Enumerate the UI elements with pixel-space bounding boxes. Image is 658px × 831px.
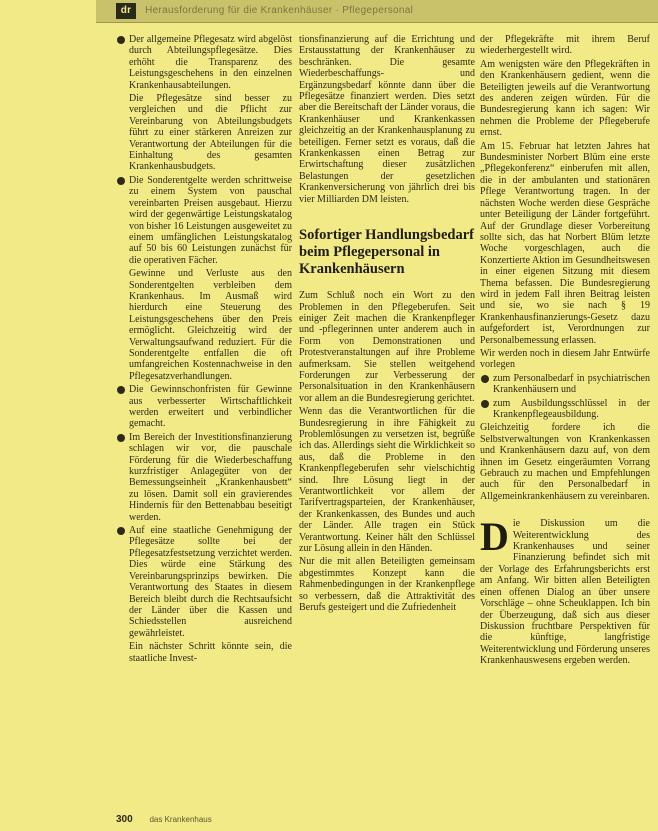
footer-source: das Krankenhaus bbox=[149, 815, 212, 824]
paragraph: tionsfinanzierung auf die Errichtung und Erstausstattung der Krankenhäuser zu beschränken. Die gesamte Wiederbeschaffungs- und Ergänzungsbedarf könnte dann über die Pflegesätze finanziert werden. Dies setzt aber die Bereitschaft der Länder voraus, die Krankenhäuser und Krankenkassen gleichzeitig an der Krankenhausplanung zu beteiligen. Ferner setzt es voraus, daß die Krankenkassen einen Betrag zur Erwirtschaftung dieser zusätzlichen Belastungen der gesetzlichen Krankenversicherung von jährlich drei bis vier Milliarden DM leisten. bbox=[299, 34, 475, 205]
paragraph: Zum Schluß noch ein Wort zu den Problemen in den Pflegeberufen. Seit einiger Zeit machen die Krankenpfleger und -pflegerinnen unter anderem auch in Form von Demonstrationen und Protestveranstaltungen auf ihre Probleme aufmerksam. Sie stellen weitgehend Forderungen zur Verbesserung der Personalsituation in den Krankenhäusern vor allem an die Bundesregierung gerichtet. bbox=[299, 290, 475, 404]
bullet-paragraph: Die Sonderentgelte werden schrittweise zu einem System von pauschal vereinbarten Preisen ausgebaut. Hierzu wird der gegenwärtige Leistungskatalog von bisher 16 Leistungen ausgeweitet zu einem umfänglichen Leistungskatalog auf 50 bis 60 Leistungen zunächst für die operativen Fächer. bbox=[116, 175, 292, 266]
header-text: Herausforderung für die Krankenhäuser · Pflegepersonal bbox=[145, 5, 414, 16]
bullet-paragraph: Die Gewinnschonfristen für Gewinne aus verbesserter Wirtschaftlichkeit werden erweitert und verbindlicher gemacht. bbox=[116, 384, 292, 430]
bullet-paragraph: Der allgemeine Pflegesatz wird abgelöst durch Abteilungspflegesätze. Dies erhöht die Transparenz des Leistungsgeschehens in den einzelnen Krankenhausabteilungen. bbox=[116, 34, 292, 91]
drop-cap: D bbox=[480, 514, 509, 560]
column-3 bbox=[480, 34, 650, 804]
page-number: 300 bbox=[116, 814, 133, 825]
page-footer bbox=[116, 814, 212, 825]
paragraph: Die Pflegesätze sind besser zu vergleichen und die Pflicht zur Vereinbarung von Abteilungsbudgets führt zu einer stärkeren Anreizen zur Verantwortung der Abteilungen für die Einhaltung des gesamten Krankenhausbudgets. bbox=[129, 93, 292, 173]
bullet-paragraph: Im Bereich der Investitionsfinanzierung schlagen wir vor, die pauschale Förderung für die Wiederbeschaffung kurzfristiger Anlagegüter von der Bemessungseinheit „Krankenhausbett“ zu lösen. Damit soll ein gravierendes Hindernis für den Bettenabbau beseitigt werden. bbox=[116, 432, 292, 523]
column-2 bbox=[299, 34, 475, 804]
column-1 bbox=[116, 34, 292, 804]
publication-logo: dr bbox=[116, 3, 136, 19]
paragraph: Gewinne und Verluste aus den Sonderentgelten verbleiben dem Krankenhaus. Im Ausmaß wird hierdurch eine Steuerung des Leistungsgeschehens über den Preis ermöglicht. Gleichzeitig wird der Verwaltungsaufwand reduziert. Für die Sonderentgelte entfallen die oft umfangreichen Kostennachweise in den Pflegesatzverhandlungen. bbox=[129, 268, 292, 382]
bullet-paragraph: zum Personalbedarf in psychiatrischen Krankenhäusern und bbox=[480, 373, 650, 396]
paragraph: Ein nächster Schritt könnte sein, die staatliche Invest- bbox=[129, 641, 292, 664]
bullet-paragraph: Auf eine staatliche Genehmigung der Pflegesätze sollte bei der Pflegesatzfestsetzung verzichtet werden. Dies würde eine Stärkung des Vereinbarungsprinzips bewirken. Die Verantwortung des Staates in diesem Bereich bleibt durch die Rechtsaufsicht der Länder über die Kassen und Schiedsstellen ausreichend gewährleistet. bbox=[116, 525, 292, 639]
paragraph: Am wenigsten wäre den Pflegekräften in den Krankenhäusern gedient, wenn die Beteiligten jeweils auf die Verantwortung des anderen zeigen würden. Für die Bundesregierung kann ich sagen: Wir nehmen die Probleme der Pflegeberufe ernst. bbox=[480, 58, 650, 139]
section-heading: Sofortiger Handlungsbedarf beim Pflegepersonal in Krankenhäusern bbox=[299, 227, 474, 278]
closing-section bbox=[480, 514, 650, 667]
bullet-paragraph: zum Ausbildungsschlüssel in der Krankenpflegeausbildung. bbox=[480, 398, 650, 421]
paragraph: Am 15. Februar hat letzten Jahres hat Bundesminister Norbert Blüm eine erste „Pflegekonferenz“ einberufen mit allen, die in der ambulanten und stationären Pflege Verantwortung tragen. In der nächsten Woche werden diese Gespräche unter Beteiligung der Länder fortgeführt. Auf der Grundlage dieser Vorbereitung sollte sich, das hat Norbert Blüm letzte Woche vorgeschlagen, auch die Konzertierte Aktion im Gesundheitswesen in einer eigenen Sitzung mit diesem Thema befassen. Die Bundesregierung wird in jedem Fall ihren Beitrag leisten und sie, wo sie nach § 19 Krankenhausfinanzierungs-Gesetz dazu aufgefordert ist, Verordnungen zur Personalbemessung erlassen. bbox=[480, 140, 650, 346]
page-header bbox=[96, 0, 658, 23]
paragraph: Gleichzeitig fordere ich die Selbstverwaltungen von Krankenkassen und Krankenhäusern dazu auf, von dem ihnen im Gesetz eingeräumten Vorrang Gebrauch zu machen und Empfehlungen auch für den Personalbedarf in Allgemeinkrankenhäusern zu vereinbaren. bbox=[480, 422, 650, 502]
paragraph: Wenn das die Verantwortlichen für die Bundesregierung in ihre Fähigkeit zu Problemlösungen zu versetzen ist, begrüße ich das. Allerdings sieht die Wirklichkeit so aus, daß die Probleme in den Krankenpflegeberufen sehr vielschichtig sind. Ihre Lösung liegt in der Verantwortlichkeit vor allem der Tarifvertragsparteien, der Krankenhäuser, der Krankenkassen, des Bundes und auch der Länder. Alle tragen ein Stück Verantwortung. Keiner hält den Schlüssel zur Lösung allein in den Händen. bbox=[299, 406, 475, 555]
paragraph: ie Diskussion um die Weiterentwicklung des Krankenhauses und seiner Finanzierung befindet sich mit der Vorlage des Erfahrungsberichts erst am Anfang. Wir bitten allen Beteiligten einen offenen Dialog an über unsere Vorschläge – ohne Scheuklappen. Ich bin der Überzeugung, daß sich aus dieser Diskussion fruchtbare Perspektiven für die künftige, langfristige Weiterentwicklung und Förderung unseres Krankenhauswesens ergeben werden. bbox=[480, 518, 650, 667]
paragraph: Wir werden noch in diesem Jahr Entwürfe vorlegen bbox=[480, 347, 650, 371]
paragraph: Nur die mit allen Beteiligten gemeinsam abgestimmtes Konzept kann die Rahmenbedingungen in der Krankenpflege so verbessern, daß die Attraktivität des Berufs gesteigert und die Zufriedenheit bbox=[299, 556, 475, 614]
paragraph: der Pflegekräfte mit ihrem Beruf wiederhergestellt wird. bbox=[480, 34, 650, 57]
